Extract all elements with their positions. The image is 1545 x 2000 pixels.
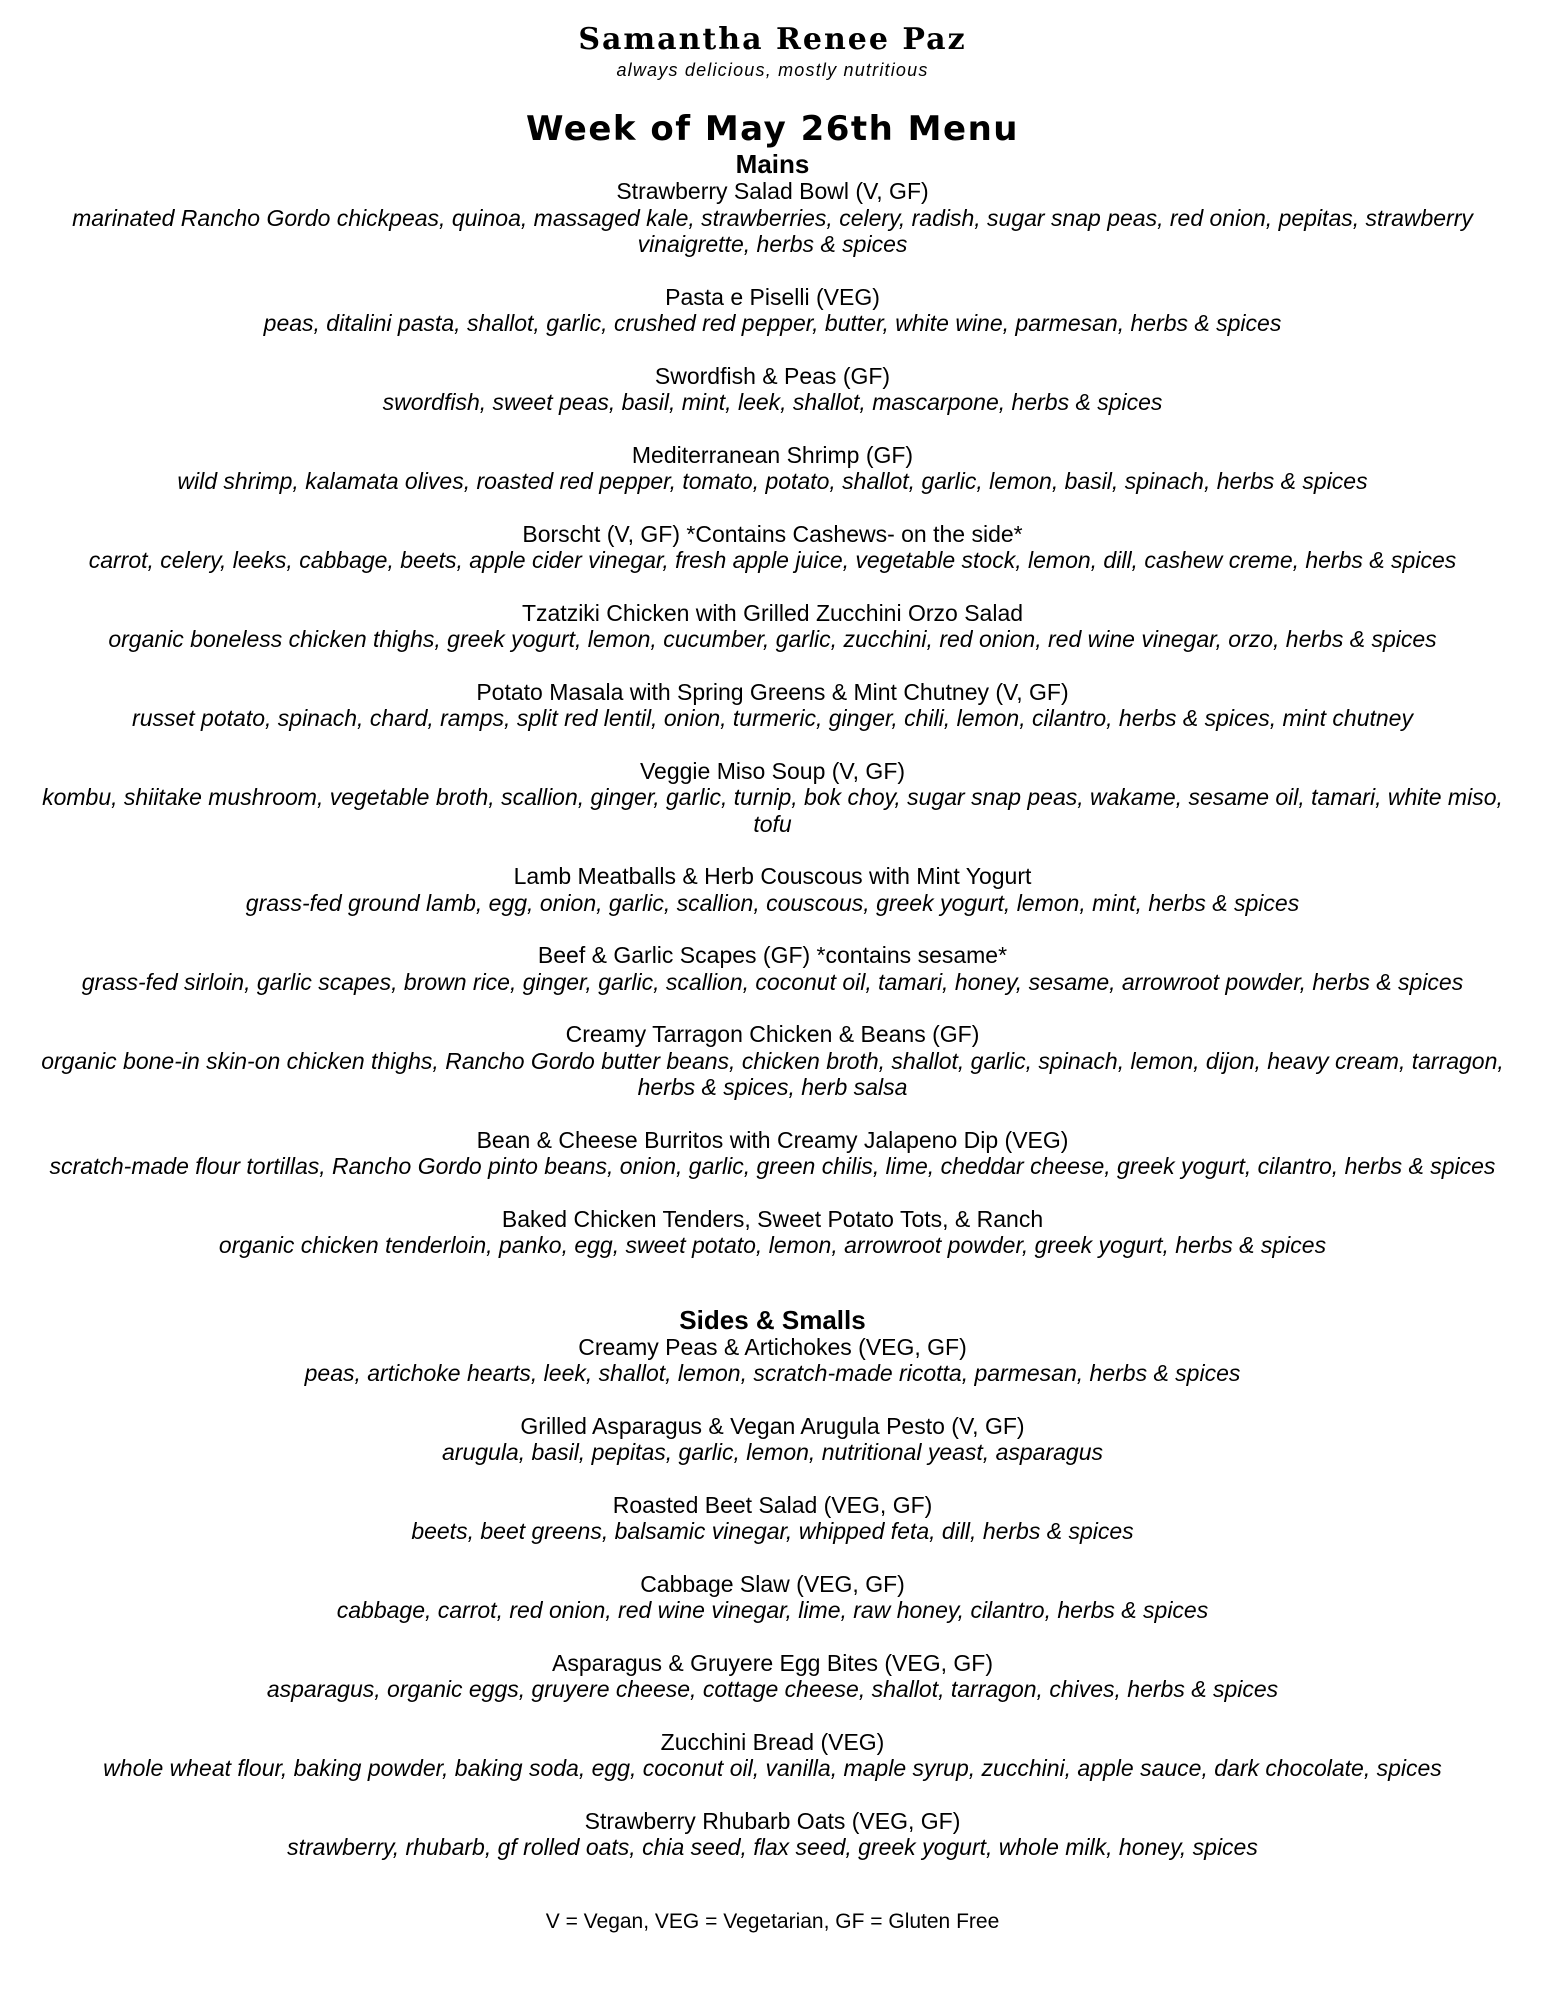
sides-heading: Sides & Smalls xyxy=(679,1304,866,1335)
menu-item-name: Creamy Peas & Artichokes (VEG, GF) xyxy=(578,1333,967,1360)
brand-name: Samantha Renee Paz xyxy=(578,22,967,57)
menu-item-name: Baked Chicken Tenders, Sweet Potato Tots, & Ranch xyxy=(501,1205,1044,1232)
menu-item-ingredients: whole wheat flour, baking powder, baking soda, egg, coconut oil, vanilla, maple syrup, zucchini, apple sauce, dark chocolate, spices xyxy=(103,1755,1442,1781)
menu-item-ingredients: scratch-made flour tortillas, Rancho Gordo pinto beans, onion, garlic, green chilis, lime, cheddar cheese, greek yogurt, cilantro, herbs & spices xyxy=(49,1153,1496,1179)
menu-item-name: Strawberry Rhubarb Oats (VEG, GF) xyxy=(584,1807,961,1834)
menu-item xyxy=(0,1021,1545,1101)
menu-item-name: Zucchini Bread (VEG) xyxy=(660,1728,885,1755)
menu-item-ingredients: marinated Rancho Gordo chickpeas, quinoa, massaged kale, strawberries, celery, radish, sugar snap peas, red onion, pepitas, strawberry vinaigrette, herbs & spices xyxy=(72,204,1473,257)
menu-item-name: Potato Masala with Spring Greens & Mint Chutney (V, GF) xyxy=(476,678,1069,705)
menu-item-name: Borscht (V, GF) *Contains Cashews- on the side* xyxy=(522,520,1023,547)
menu-item xyxy=(0,1413,1545,1466)
menu-item-ingredients: peas, artichoke hearts, leek, shallot, lemon, scratch-made ricotta, parmesan, herbs & spices xyxy=(304,1360,1241,1386)
menu-item xyxy=(0,1334,1545,1387)
menu-item-ingredients: cabbage, carrot, red onion, red wine vinegar, lime, raw honey, cilantro, herbs & spices xyxy=(336,1597,1209,1623)
menu-item-name: Pasta e Piselli (VEG) xyxy=(665,283,880,310)
menu-item-name: Tzatziki Chicken with Grilled Zucchini Orzo Salad xyxy=(521,599,1024,626)
menu-item xyxy=(0,1729,1545,1782)
menu-item-name: Swordfish & Peas (GF) xyxy=(654,362,891,389)
menu-item-ingredients: kombu, shiitake mushroom, vegetable broth, scallion, ginger, garlic, turnip, bok choy, sugar snap peas, wakame, sesame oil, tamari, white miso, tofu xyxy=(42,784,1503,837)
menu-item-name: Roasted Beet Salad (VEG, GF) xyxy=(612,1491,933,1518)
menu-item xyxy=(0,363,1545,416)
menu-title: Week of May 26th Menu xyxy=(526,109,1019,149)
menu-item xyxy=(0,284,1545,337)
menu-item-ingredients: organic bone-in skin-on chicken thighs, Rancho Gordo butter beans, chicken broth, shallot, garlic, spinach, lemon, dijon, heavy cream, tarragon, herbs & spices, herb salsa xyxy=(41,1047,1504,1100)
menu-item-name: Beef & Garlic Scapes (GF) *contains sesame* xyxy=(537,942,1008,968)
sides-section xyxy=(0,1306,1545,1861)
menu-item-name: Grilled Asparagus & Vegan Arugula Pesto (V, GF) xyxy=(520,1412,1025,1439)
menu-item-ingredients: russet potato, spinach, chard, ramps, split red lentil, onion, turmeric, ginger, chili, lemon, cilantro, herbs & spices, mint chutney xyxy=(132,705,1413,731)
menu-item-name: Cabbage Slaw (VEG, GF) xyxy=(640,1570,905,1597)
mains-list xyxy=(0,178,1545,1259)
mains-heading: Mains xyxy=(735,149,810,179)
dietary-legend: V = Vegan, VEG = Vegetarian, GF = Gluten Free xyxy=(545,1909,1000,1933)
menu-item-ingredients: asparagus, organic eggs, gruyere cheese, cottage cheese, shallot, tarragon, chives, herbs & spices xyxy=(266,1676,1279,1702)
menu-item-ingredients: strawberry, rhubarb, gf rolled oats, chia seed, flax seed, greek yogurt, whole milk, honey, spices xyxy=(287,1834,1258,1860)
menu-item-ingredients: wild shrimp, kalamata olives, roasted red pepper, tomato, potato, shallot, garlic, lemon, basil, spinach, herbs & spices xyxy=(177,468,1368,494)
menu-item-name: Bean & Cheese Burritos with Creamy Jalapeno Dip (VEG) xyxy=(476,1126,1069,1153)
mains-section xyxy=(0,150,1545,1259)
menu-item xyxy=(0,521,1545,574)
menu-item-ingredients: swordfish, sweet peas, basil, mint, leek, shallot, mascarpone, herbs & spices xyxy=(382,389,1163,415)
menu-item xyxy=(0,1808,1545,1861)
menu-item-ingredients: grass-fed ground lamb, egg, onion, garlic, scallion, couscous, greek yogurt, lemon, mint, herbs & spices xyxy=(245,889,1300,916)
menu-item-ingredients: organic boneless chicken thighs, greek yogurt, lemon, cucumber, garlic, zucchini, red onion, red wine vinegar, orzo, herbs & spices xyxy=(108,626,1437,652)
menu-item xyxy=(0,942,1545,995)
brand-tagline: always delicious, mostly nutritious xyxy=(616,60,929,80)
menu-item xyxy=(0,1127,1545,1180)
menu-item-ingredients: carrot, celery, leeks, cabbage, beets, apple cider vinegar, fresh apple juice, vegetable stock, lemon, dill, cashew creme, herbs & spices xyxy=(88,547,1457,573)
menu-item-name: Asparagus & Gruyere Egg Bites (VEG, GF) xyxy=(552,1649,993,1676)
sides-list xyxy=(0,1334,1545,1861)
menu-item xyxy=(0,1650,1545,1703)
menu-item-name: Lamb Meatballs & Herb Couscous with Mint Yogurt xyxy=(513,863,1032,889)
menu-item-ingredients: peas, ditalini pasta, shallot, garlic, crushed red pepper, butter, white wine, parmesan, herbs & spices xyxy=(263,310,1282,336)
menu-item xyxy=(0,679,1545,732)
menu-item-name: Strawberry Salad Bowl (V, GF) xyxy=(616,178,929,204)
menu-item-name: Creamy Tarragon Chicken & Beans (GF) xyxy=(565,1021,980,1047)
menu-item xyxy=(0,1206,1545,1259)
menu-item-name: Mediterranean Shrimp (GF) xyxy=(631,441,914,468)
menu-item xyxy=(0,600,1545,653)
menu-item xyxy=(0,442,1545,495)
menu-item xyxy=(0,1492,1545,1545)
menu-item-ingredients: beets, beet greens, balsamic vinegar, whipped feta, dill, herbs & spices xyxy=(411,1518,1134,1544)
menu-item xyxy=(0,178,1545,258)
menu-item-ingredients: arugula, basil, pepitas, garlic, lemon, nutritional yeast, asparagus xyxy=(442,1439,1103,1465)
menu-item xyxy=(0,758,1545,838)
menu-item xyxy=(0,863,1545,916)
menu-item xyxy=(0,1571,1545,1624)
menu-item-name: Veggie Miso Soup (V, GF) xyxy=(639,757,906,784)
menu-item-ingredients: grass-fed sirloin, garlic scapes, brown rice, ginger, garlic, scallion, coconut oil, tamari, honey, sesame, arrowroot powder, herbs & spices xyxy=(81,968,1464,995)
menu-item-ingredients: organic chicken tenderloin, panko, egg, sweet potato, lemon, arrowroot powder, greek yogurt, herbs & spices xyxy=(218,1232,1327,1258)
